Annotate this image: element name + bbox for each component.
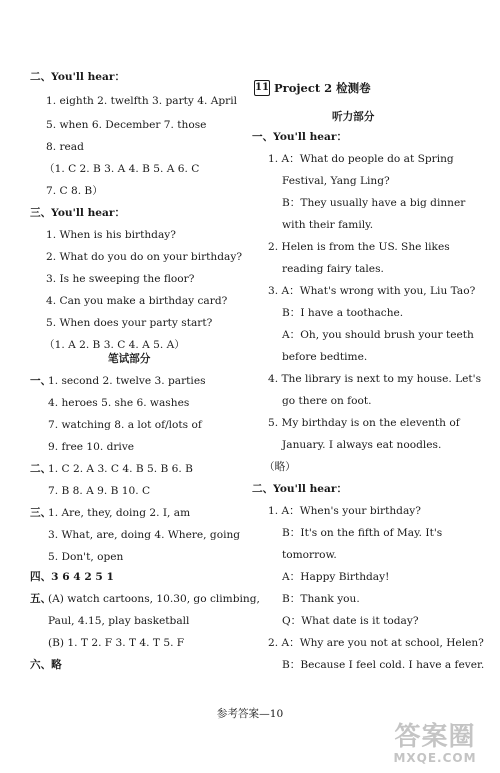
script-line: 1. A：When's your birthday? bbox=[268, 505, 421, 517]
script-line: 3. A：What's wrong with you, Liu Tao? bbox=[268, 285, 476, 297]
answer-line: 5. when 6. December 7. those bbox=[46, 119, 207, 131]
answer-line: 1. Are, they, doing 2. I, am bbox=[48, 507, 191, 519]
answer-line: 7. C 8. B） bbox=[46, 185, 103, 197]
answer-line: 四、3 6 4 2 5 1 bbox=[30, 571, 114, 583]
script-line: 4. The library is next to my house. Let's bbox=[268, 373, 482, 385]
answer-line: （1. C 2. B 3. A 4. B 5. A 6. C bbox=[44, 163, 200, 175]
section-heading: 三、You'll hear： bbox=[30, 207, 126, 219]
script-line: B：I have a toothache. bbox=[282, 307, 404, 319]
script-line: B：They usually have a big dinner bbox=[282, 197, 466, 209]
unit-badge: 11 bbox=[254, 80, 270, 96]
script-line: tomorrow. bbox=[282, 549, 337, 561]
script-line: A：Oh, you should brush your teeth bbox=[282, 329, 474, 341]
answer-line: 1. C 2. A 3. C 4. B 5. B 6. B bbox=[48, 463, 193, 475]
section-marker: 一、 bbox=[30, 375, 52, 387]
script-line: B：Because I feel cold. I have a fever. bbox=[282, 659, 485, 671]
answer-line: 5. Don't, open bbox=[48, 551, 124, 563]
script-line: Festival, Yang Ling? bbox=[282, 175, 390, 187]
script-line: 1. A：What do people do at Spring bbox=[268, 153, 454, 165]
page-title: Project 2 检测卷 bbox=[274, 81, 371, 95]
script-line: January. I always eat noodles. bbox=[282, 439, 442, 451]
answer-line: 2. What do you do on your birthday? bbox=[46, 251, 242, 263]
answer-line: 1. When is his birthday? bbox=[46, 229, 176, 241]
answer-line: (A) watch cartoons, 10.30, go climbing, bbox=[48, 593, 260, 605]
section-marker: 三、 bbox=[30, 507, 52, 519]
answer-line: 5. When does your party start? bbox=[46, 317, 213, 329]
answer-line: 4. Can you make a birthday card? bbox=[46, 295, 228, 307]
answer-line: 3. What, are, doing 4. Where, going bbox=[48, 529, 241, 541]
script-line: reading fairy tales. bbox=[282, 263, 384, 275]
watermark-logo: 答案圈 bbox=[394, 722, 476, 752]
script-line: with their family. bbox=[282, 219, 374, 231]
subsection-title: 听力部分 bbox=[332, 111, 375, 123]
answer-line: 7. B 8. A 9. B 10. C bbox=[48, 485, 151, 497]
section-marker: 二、 bbox=[30, 463, 52, 475]
watermark bbox=[376, 723, 494, 767]
page-number: 参考答案—10 bbox=[216, 708, 284, 720]
answer-line: (B) 1. T 2. F 3. T 4. T 5. F bbox=[48, 637, 185, 649]
section-heading: 一、You'll hear： bbox=[252, 131, 348, 143]
answer-line: 7. watching 8. a lot of/lots of bbox=[48, 419, 202, 431]
script-line: go there on foot. bbox=[282, 395, 372, 407]
section-heading: 二、You'll hear： bbox=[252, 483, 348, 495]
script-line: 5. My birthday is on the eleventh of bbox=[268, 417, 460, 429]
answer-line: 六、略 bbox=[30, 659, 62, 671]
script-line: 2. A：Why are you not at school, Helen? bbox=[268, 637, 484, 649]
section-heading: 二、You'll hear： bbox=[30, 71, 126, 83]
script-line: B：It's on the fifth of May. It's bbox=[282, 527, 443, 539]
watermark-url: MXQE.COM bbox=[393, 751, 477, 765]
answer-line: 1. eighth 2. twelfth 3. party 4. April bbox=[46, 95, 238, 107]
subsection-title: 笔试部分 bbox=[108, 353, 151, 365]
section-marker: 五、 bbox=[30, 593, 52, 605]
answer-line: 1. second 2. twelve 3. parties bbox=[48, 375, 206, 387]
script-line: before bedtime. bbox=[282, 351, 368, 363]
answer-line: 4. heroes 5. she 6. washes bbox=[48, 397, 190, 409]
script-line: （略） bbox=[264, 461, 296, 473]
answer-line: 3. Is he sweeping the floor? bbox=[46, 273, 195, 285]
answer-line: （1. A 2. B 3. C 4. A 5. A） bbox=[44, 339, 185, 351]
script-line: A：Happy Birthday! bbox=[282, 571, 390, 583]
answer-line: 9. free 10. drive bbox=[48, 441, 135, 453]
script-line: Q：What date is it today? bbox=[282, 615, 419, 627]
script-line: 2. Helen is from the US. She likes bbox=[268, 241, 450, 253]
answer-line: Paul, 4.15, play basketball bbox=[48, 615, 190, 627]
page-footer bbox=[0, 707, 500, 721]
answer-line: 8. read bbox=[46, 141, 84, 153]
script-line: B：Thank you. bbox=[282, 593, 360, 605]
